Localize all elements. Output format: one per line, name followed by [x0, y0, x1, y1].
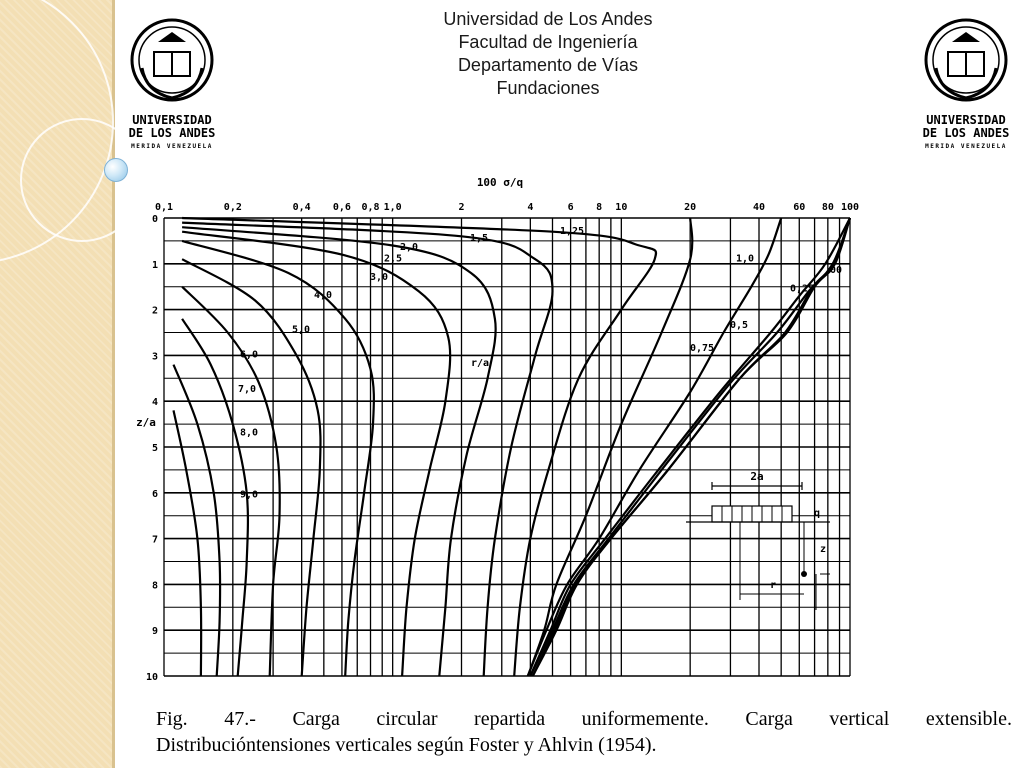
series-line — [182, 287, 280, 676]
inset-depth-label: z — [820, 544, 827, 555]
header-department: Departamento de Vías — [457, 55, 639, 75]
series-label: 0,75 — [690, 342, 715, 354]
series-label: 5,0 — [292, 324, 311, 336]
chart-svg — [130, 170, 874, 686]
series-label: 9,0 — [240, 489, 259, 501]
y-tick-label: 5 — [151, 443, 158, 454]
y-axis-label: z/a — [136, 416, 156, 429]
series-line — [174, 410, 202, 676]
series-label: 7,0 — [238, 384, 257, 396]
header-university: Universidad de Los Andes — [443, 9, 653, 29]
x-tick-label: 0,1 — [154, 202, 174, 213]
logo-name-line1: UNIVERSIDAD — [926, 113, 1006, 127]
series-label: 8,0 — [240, 427, 259, 439]
x-tick-label: 0,4 — [292, 202, 311, 213]
decorative-bubble — [104, 158, 128, 182]
x-tick-label: 10 — [615, 202, 628, 213]
x-tick-label: 0,2 — [223, 202, 242, 213]
university-logo-left — [124, 12, 220, 152]
series-label: 3,0 — [370, 271, 389, 283]
inset-width-label: 2a — [750, 470, 764, 483]
y-tick-label: 0 — [151, 214, 158, 225]
load-sketch-inset — [686, 470, 830, 610]
x-tick-label: 2 — [458, 202, 465, 213]
x-tick-label: 0,8 — [361, 202, 380, 213]
series-label: 00 — [830, 264, 843, 276]
grid-layer — [164, 218, 850, 676]
x-tick-label: 40 — [752, 202, 766, 213]
inset-radius-label: r — [770, 580, 777, 591]
series-line — [174, 365, 221, 676]
y-tick-label: 1 — [151, 259, 158, 271]
slide-header — [380, 8, 716, 100]
y-tick-label: 6 — [151, 488, 158, 500]
y-tick-label: 3 — [151, 351, 158, 363]
header-course: Fundaciones — [496, 78, 600, 98]
x-tick-label: 8 — [596, 202, 603, 213]
y-tick-label: 7 — [151, 534, 158, 546]
param-label: r/a — [470, 358, 490, 369]
series-line — [182, 259, 320, 676]
series-line — [182, 223, 552, 676]
caption-line2: Distribucióntensiones verticales según Foster y Ahlvin (1954). — [156, 734, 657, 756]
logo-name-line1: UNIVERSIDAD — [132, 113, 212, 127]
x-tick-label: 4 — [527, 202, 534, 213]
y-tick-label: 10 — [145, 672, 158, 683]
series-label: 0,25 — [790, 283, 815, 295]
y-tick-label: 4 — [151, 397, 158, 409]
x-tick-label: 0,6 — [332, 202, 351, 213]
series-label: 1,0 — [736, 253, 755, 265]
x-axis-label: 100 σ/q — [476, 176, 524, 189]
series-label-layer — [238, 226, 842, 500]
university-seal-icon — [124, 12, 220, 152]
stress-distribution-chart — [130, 170, 874, 686]
figure-caption — [156, 706, 1012, 758]
series-label: 6,0 — [240, 349, 259, 361]
x-tick-label: 6 — [567, 202, 574, 213]
logo-location: MERIDA VENEZUELA — [131, 143, 213, 150]
logo-location: MERIDA VENEZUELA — [925, 143, 1007, 150]
tick-layer — [146, 202, 859, 683]
series-label: 4,0 — [314, 290, 333, 302]
x-tick-label: 20 — [684, 202, 697, 213]
y-tick-label: 9 — [151, 626, 158, 638]
series-line — [182, 227, 496, 676]
series-label: 1,5 — [470, 232, 489, 244]
x-tick-label: 100 — [840, 202, 860, 213]
logo-name-line2: DE LOS ANDES — [128, 126, 216, 140]
y-tick-label: 2 — [151, 305, 158, 317]
logo-name-line2: DE LOS ANDES — [922, 126, 1010, 140]
inset-load-label: q — [814, 508, 821, 519]
x-tick-label: 80 — [821, 202, 834, 213]
x-tick-label: 1,0 — [383, 202, 402, 213]
y-tick-label: 8 — [151, 580, 158, 592]
header-faculty: Facultad de Ingeniería — [458, 32, 638, 52]
series-label: 2,5 — [384, 253, 403, 265]
series-label: 1,25 — [560, 226, 585, 238]
series-label: 2,0 — [400, 242, 419, 254]
x-tick-label: 60 — [793, 202, 806, 213]
series-label: 0,5 — [730, 319, 749, 331]
caption-line1: Fig. 47.- Carga circular repartida uniformemente. Carga vertical extensible. — [156, 708, 1012, 730]
university-seal-icon — [918, 12, 1014, 152]
university-logo-right — [918, 12, 1014, 152]
